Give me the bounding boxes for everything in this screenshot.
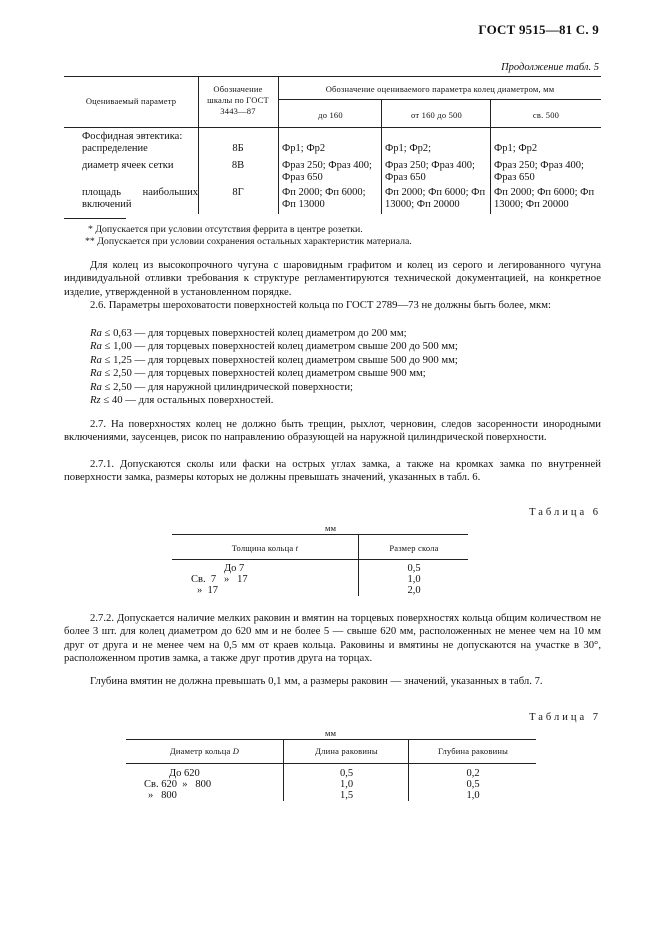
table7-row3-c1: » 800 bbox=[148, 790, 177, 801]
table7-row2-c2: 1,0 bbox=[339, 779, 354, 790]
table5-footnote-1: * Допускается при условии отсутствия феррита в центре розетки. bbox=[88, 224, 363, 235]
table5-row2-d1: Фраз 250; Фраз 400; Фраз 650 bbox=[282, 160, 372, 183]
table6-unit: мм bbox=[325, 523, 337, 533]
table5-col-param: Оцениваемый параметр bbox=[85, 96, 177, 106]
table7-row1-c1: До 620 bbox=[169, 768, 200, 779]
footnote-rule bbox=[64, 218, 126, 219]
table6-header-rule bbox=[172, 559, 468, 560]
table5-col-d2: от 160 до 500 bbox=[411, 110, 462, 120]
table6-label: Таблица 6 bbox=[529, 507, 601, 518]
table5-header-rule bbox=[64, 127, 601, 128]
table5-col-group: Обозначение оцениваемого параметра колец диаметром, мм bbox=[325, 84, 555, 94]
table5-row3-param: площадь наибольших включений bbox=[82, 187, 198, 210]
table5-group-rule bbox=[278, 99, 601, 100]
table6-col1: Толщина кольца t bbox=[231, 543, 299, 553]
paragraph-2-7-1: 2.7.1. Допускаются сколы или фаски на острых углах замка, а также на кромках замка по внутренней поверхности замка, размеры которых не должны превышать значений, указанных в табл. 6. bbox=[64, 458, 601, 484]
table6-row2-c2: 1,0 bbox=[407, 574, 421, 585]
table6-row1-c2: 0,5 bbox=[407, 563, 421, 574]
table5-row3-d3: Фп 2000; Фп 6000; Фп 13000; Фп 20000 bbox=[494, 187, 595, 210]
roughness-item: Ra ≤ 0,63 — для торцевых поверхностей колец диаметром до 200 мм; bbox=[90, 327, 407, 339]
table5-row1-d1: Фр1; Фр2 bbox=[282, 143, 326, 154]
roughness-item: Ra ≤ 2,50 — для торцевых поверхностей колец диаметром свыше 900 мм; bbox=[90, 367, 426, 380]
roughness-item: Ra ≤ 1,25 — для торцевых поверхностей колец диаметром свыше 500 до 900 мм; bbox=[90, 353, 458, 366]
table5-row3-d1: Фп 2000; Фп 6000; Фп 13000 bbox=[282, 187, 366, 210]
table7-row1-c2: 0,5 bbox=[339, 768, 354, 779]
table5-row1-param: Фосфидная эвтектика: распределение bbox=[82, 131, 183, 154]
table7-label: Таблица 7 bbox=[529, 712, 601, 723]
table5-top-rule bbox=[64, 76, 601, 77]
table7-row1-c3: 0,2 bbox=[466, 768, 480, 779]
table5-col-scale: Обозначение шкалы по ГОСТ 3443—87 bbox=[207, 84, 269, 116]
table6-col2: Размер скола bbox=[389, 543, 439, 553]
paragraph-2-6: 2.6. Параметры шероховатости поверхностей кольца по ГОСТ 2789—73 не должны быть более, мкм: bbox=[90, 299, 551, 311]
table7-col2: Длина раковины bbox=[315, 746, 378, 756]
table7-row2-c1: Св. 620 » 800 bbox=[144, 779, 212, 790]
table7-vrule-2 bbox=[408, 739, 409, 801]
paragraph-2-7-2: 2.7.2. Допускается наличие мелких раковин и вмятин на торцевых поверхностях кольца общим количеством не более 3 шт. для колец диаметром до 620 мм и не более 5 — свыше 620 мм, расположенных не менее чем на 10 мм друг от друга и не менее чем на 0,5 мм от краев кольца. Раковины и вмятины не допускаются на участке в 30°, расположенном против замка, а также друг против друга на торцах. bbox=[64, 612, 601, 665]
table7-row2-c3: 0,5 bbox=[466, 779, 480, 790]
table7-col3: Глубина раковины bbox=[438, 746, 508, 756]
table6-row1-c1: До 7 bbox=[224, 563, 245, 574]
paragraph-cast-iron: Для колец из высокопрочного чугуна с шаровидным графитом и колец из серого и легированного чугуна индивидуальной отливки требования к структуре регламентируются технической документацией, на конкретное изделие, утвержденной в установленном порядке. bbox=[64, 259, 601, 298]
table6-vrule bbox=[358, 534, 359, 596]
table5-col-d3: св. 500 bbox=[532, 110, 560, 120]
table5-row2-scale: 8В bbox=[231, 160, 245, 171]
table5-vrule-2 bbox=[278, 76, 279, 214]
table5-row2-d2: Фраз 250; Фраз 400; Фраз 650 bbox=[385, 160, 475, 183]
table7-unit: мм bbox=[325, 728, 337, 738]
table7-vrule-1 bbox=[283, 739, 284, 801]
table7-header-rule bbox=[126, 763, 536, 764]
table5-row1-d2: Фр1; Фр2; bbox=[385, 143, 432, 154]
table5-row2-param: диаметр ячеек сетки bbox=[82, 160, 174, 171]
roughness-list bbox=[90, 327, 601, 407]
table6-row3-c2: 2,0 bbox=[407, 585, 421, 596]
table5-row2-d3: Фраз 250; Фраз 400; Фраз 650 bbox=[494, 160, 584, 183]
roughness-item: Ra ≤ 2,50 — для наружной цилиндрической поверхности; bbox=[90, 380, 354, 393]
page-header: ГОСТ 9515—81 С. 9 bbox=[478, 22, 599, 37]
table7-row3-c3: 1,0 bbox=[466, 790, 480, 801]
table6-row2-c1: Св. 7 » 17 bbox=[191, 574, 248, 585]
table5-row3-scale: 8Г bbox=[232, 187, 244, 198]
table5-row1-scale: 8Б bbox=[232, 143, 244, 154]
table6-row3-c1: » 17 bbox=[197, 585, 218, 596]
table5-col-d1: до 160 bbox=[318, 110, 343, 120]
table6-top-rule bbox=[172, 534, 468, 535]
table5-continuation: Продолжение табл. 5 bbox=[501, 62, 599, 73]
table5-vrule-3 bbox=[381, 100, 382, 214]
paragraph-2-7: 2.7. На поверхностях колец не должно быть трещин, рыхлот, черновин, следов засоренности инородными включениями, заусенцев, рисок по направлению образующей на наружной цилиндрической поверхности. bbox=[64, 418, 601, 444]
roughness-item: Ra ≤ 1,00 — для торцевых поверхностей колец диаметром свыше 200 до 500 мм; bbox=[90, 340, 458, 353]
table5-row1-d3: Фр1; Фр2 bbox=[494, 143, 538, 154]
table5-vrule-1 bbox=[198, 76, 199, 214]
paragraph-depth: Глубина вмятин не должна превышать 0,1 мм, а размеры раковин — значений, указанных в табл. 7. bbox=[90, 675, 543, 687]
table7-col1: Диаметр кольца D bbox=[169, 746, 240, 756]
table5-vrule-4 bbox=[490, 100, 491, 214]
table7-top-rule bbox=[126, 739, 536, 740]
table7-row3-c2: 1,5 bbox=[339, 790, 354, 801]
table5-row3-d2: Фп 2000; Фп 6000; Фп 13000; Фп 20000 bbox=[385, 187, 486, 210]
table5-footnote-2: ** Допускается при условии сохранения остальных характеристик материала. bbox=[85, 236, 412, 247]
roughness-item: Rz ≤ 40 — для остальных поверхностей. bbox=[90, 394, 274, 407]
